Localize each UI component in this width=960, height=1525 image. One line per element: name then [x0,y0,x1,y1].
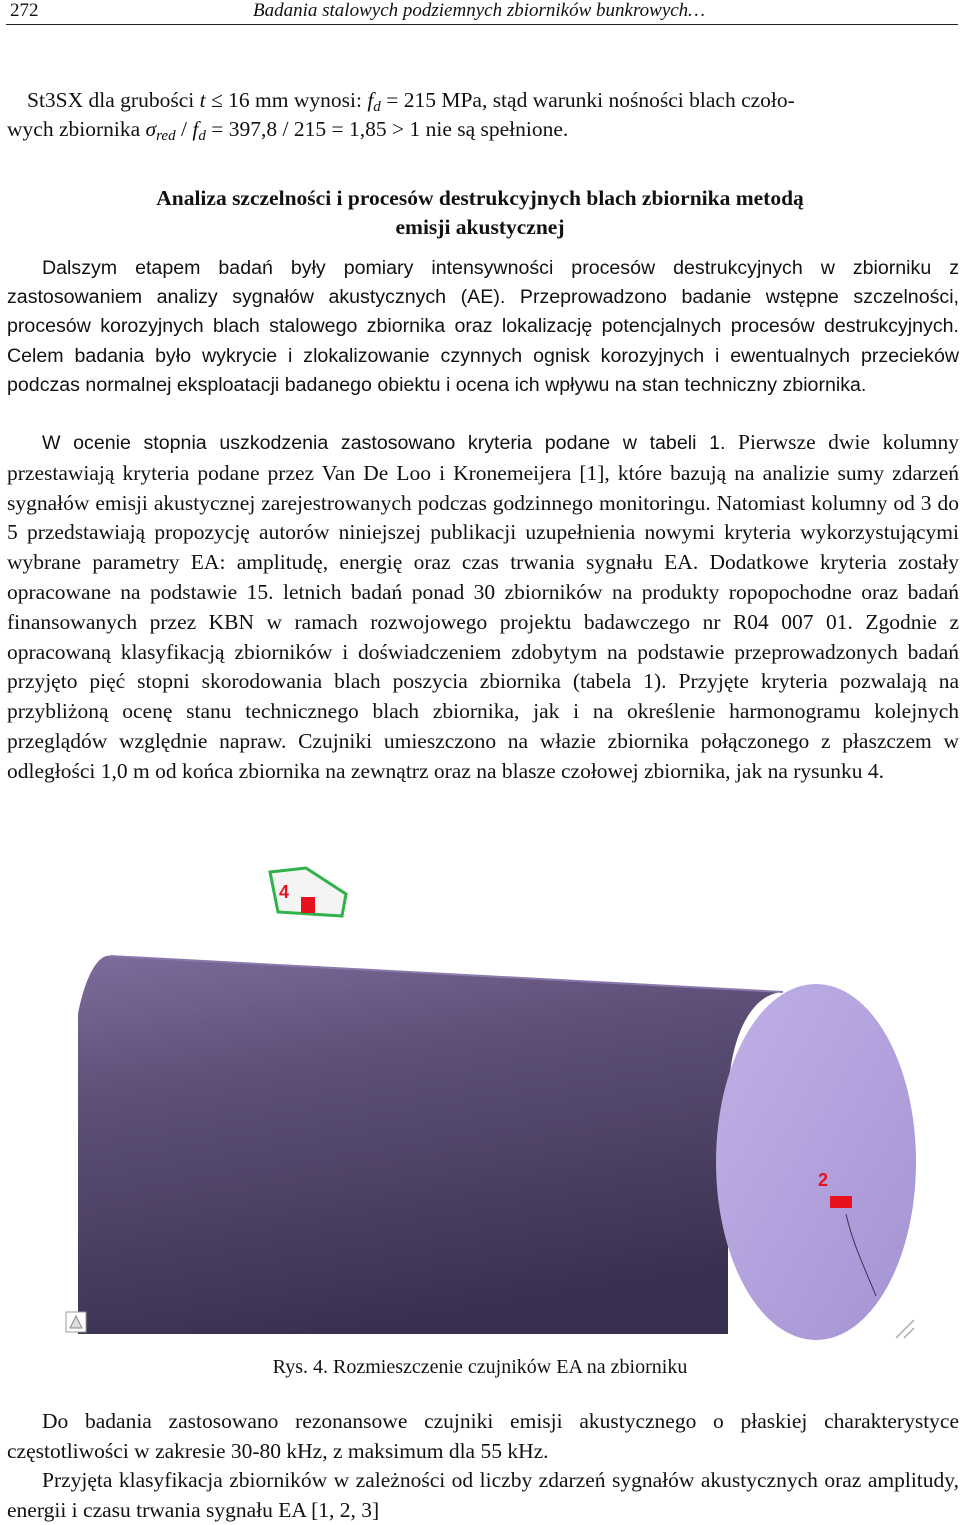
paragraph-sensors: Do badania zastosowano rezonansowe czujniki emisji akustycznego o płaskiej charakterystyce częstotliwości w zakresie 30-80 kHz, z maksimum dla 55 kHz. Przyjęta klasyfikacja zbiorników w zależności od liczby zdarzeń sygnałów akustycznych oraz amplitudy, energii i czasu trwania sygnału EA [1, 2, 3] [7,1407,959,1525]
sensor-2-label: 2 [818,1170,829,1190]
sensor-2-marker [830,1196,852,1208]
tank-illustration [48,864,916,1340]
warning-icon [66,1312,86,1332]
intro-paragraph: St3SX dla grubości t ≤ 16 mm wynosi: $f_d = 215$ MPa, stąd warunki nośności blach czoło- wych zbiornika $\sigma_{red} / f_d = 397,8 / 215 = 1,85 > 1$ nie są spełnione. [7,88,795,144]
tank-figure [48,864,916,1340]
criteria-sentence-serif: Pierwsze dwie kolumny przestawiają kryteria podane przez Van De Loo i Kronemeijera [1], które bazują na analizie sumy zdarzeń sygnałów emisji akustycznej zarejestrowanych podczas godzinnego monitoringu. Natomiast kolumny od 3 do 5 przedstawiają propozycję autorów niniejszej publikacji uzupełnienia nowymi kryteria wykorzystującymi wybrane parametry EA: amplitudę, energię oraz czas trwania sygnału EA. Dodatkowe kryteria zostały opracowane na podstawie 15. letnich badań ponad 30 zbiorników na produkty ropopochodne oraz badań finansowanych przez KBN w ramach rozwojowego projektu badawczego nr R04 007 01. Zgodnie z opracowaną klasyfikacją zbiorników i doświadczeniem zdobytym na podstawie przeprowadzonych badań przyjęto pięć stopni skorodowania blach poszycia zbiornika (tabela 1). Przyjęte kryteria pozwalają na przybliżoną ocenę stanu technicznego blach zbiornika, jak i na określenie harmonogramu kolejnych przeglądów względnie napraw. Czujniki umieszczono na włazie zbiornika połączonego z płaszczem w odległości 1,0 m od końca zbiornika na zewnątrz oraz na blasze czołowej zbiornika, jak na rysunku 4. [7,430,959,783]
tank-end-plate [716,984,916,1340]
section-title-line-1: Analiza szczelności i procesów destrukcyjnych blach zbiornika metodą [156,186,804,210]
paragraph-ae-intro: Dalszym etapem badań były pomiary intensywności procesów destrukcyjnych w zbiorniku z zastosowaniem analizy sygnałów akustycznych (AE). Przeprowadzono badanie wstępne szczelności, procesów korozyjnych blach stalowego zbiornika oraz lokalizację potencjalnych procesów destrukcyjnych. Celem badania było wykrycie i zlokalizowanie czynnych ognisk korozyjnych i ewentualnych przecieków podczas normalnej eksploatacji badanego obiektu i ocena ich wpływu na stan techniczny zbiornika. [7,257,959,396]
paragraph-criteria [7,428,959,787]
paragraph-classification: Przyjęta klasyfikacja zbiorników w zależności od liczby zdarzeń sygnałów akustycznych oraz amplitudy, energii i czasu trwania sygnału EA [1, 2, 3] [7,1468,959,1522]
page-number: 272 [10,0,39,21]
running-title: Badania stalowych podziemnych zbiorników bunkrowych… [253,0,706,21]
figure-caption: Rys. 4. Rozmieszczenie czujników EA na zbiorniku [272,1356,688,1378]
sensor-4-marker [301,897,315,913]
tank-body [78,956,783,1334]
section-title-line-2: emisji akustycznej [395,215,565,239]
sensor-4-label: 4 [279,882,290,902]
criteria-sentence-sans: W ocenie stopnia uszkodzenia zastosowano kryteria podane w tabeli 1. [42,432,726,454]
running-header [8,0,956,24]
header-rule [6,24,958,25]
section-title [0,184,960,242]
